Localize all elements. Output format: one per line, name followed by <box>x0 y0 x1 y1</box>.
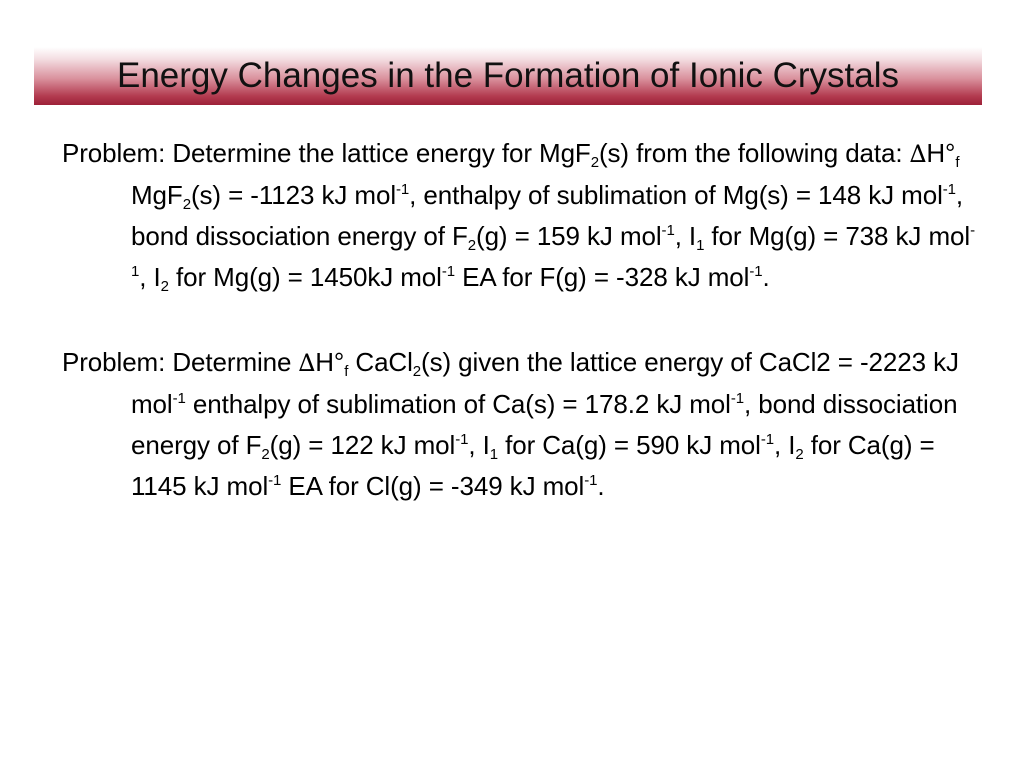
problem-2-text: Problem: Determine <box>62 347 299 377</box>
problem-1-text: EA for F(g) = -328 kJ mol <box>455 262 750 292</box>
problem-2-text: for Ca(g) = 590 kJ mol <box>497 430 761 460</box>
problem-1-text: (s) = -1123 kJ mol <box>190 180 397 210</box>
problem-2-text: (g) = 122 kJ mol <box>269 430 456 460</box>
subscript: 2 <box>160 278 169 295</box>
problem-1-text: , enthalpy of sublimation of Mg(s) = 148 kJ mol <box>409 180 943 210</box>
delta-symbol: ∆ <box>298 349 316 377</box>
problem-2-text: EA for Cl(g) = -349 kJ mol <box>281 471 585 501</box>
subscript: 1 <box>489 446 498 463</box>
problem-1-text: , I <box>674 221 697 251</box>
problem-2-text: (s) given the lattice energy of CaCl2 = -2223 kJ mol <box>131 347 959 419</box>
subscript: f <box>344 363 349 380</box>
problem-1-text: (s) from the following data: <box>598 138 910 168</box>
superscript: -1 <box>455 431 469 448</box>
superscript: -1 <box>268 472 282 489</box>
subscript: 2 <box>795 446 804 463</box>
problem-1-text: H° <box>926 138 956 168</box>
subscript: 2 <box>261 446 270 463</box>
subscript: 1 <box>696 237 705 254</box>
slide-title: Energy Changes in the Formation of Ionic Crystals <box>116 56 900 95</box>
problem-1-text: Problem: Determine the lattice energy for MgF <box>62 138 591 168</box>
superscript: -1 <box>131 222 975 280</box>
problem-2-text: CaCl <box>348 347 413 377</box>
problem-1-text: . <box>762 262 770 292</box>
superscript: -1 <box>584 472 598 489</box>
problem-1-text: (g) = 159 kJ mol <box>476 221 662 251</box>
subscript: 2 <box>412 363 422 380</box>
problem-1-text: MgF <box>131 180 183 210</box>
problem-2-text: . <box>597 471 605 501</box>
problem-1 <box>62 133 982 298</box>
problem-1-text: for Mg(g) = 738 kJ mol <box>704 221 971 251</box>
superscript: -1 <box>396 181 410 198</box>
problem-2-text: , I <box>468 430 490 460</box>
problem-1-text: for Mg(g) = 1450kJ mol <box>168 262 442 292</box>
superscript: -1 <box>730 390 744 407</box>
subscript: 2 <box>182 196 191 213</box>
superscript: -1 <box>441 263 455 280</box>
problem-2 <box>62 342 982 507</box>
problem-2-text: H° <box>315 347 345 377</box>
problem-1-text: , I <box>139 262 161 292</box>
problem-2-text: , bond dissociation energy of F <box>131 389 958 460</box>
title-bar <box>34 47 982 105</box>
subscript: f <box>955 154 960 171</box>
problem-2-text: enthalpy of sublimation of Ca(s) = 178.2 kJ mol <box>185 389 731 419</box>
subscript: 2 <box>467 237 477 254</box>
problem-1-text: , bond dissociation energy of F <box>131 180 964 251</box>
subscript: 2 <box>590 154 599 171</box>
superscript: -1 <box>661 222 675 239</box>
superscript: -1 <box>942 181 956 198</box>
superscript: -1 <box>760 431 774 448</box>
problem-2-text: , I <box>773 430 796 460</box>
superscript: -1 <box>172 390 186 407</box>
delta-symbol: ∆ <box>909 140 927 168</box>
slide-body <box>62 133 982 507</box>
problem-2-text: for Ca(g) = 1145 kJ mol <box>131 430 935 501</box>
superscript: -1 <box>749 263 763 280</box>
